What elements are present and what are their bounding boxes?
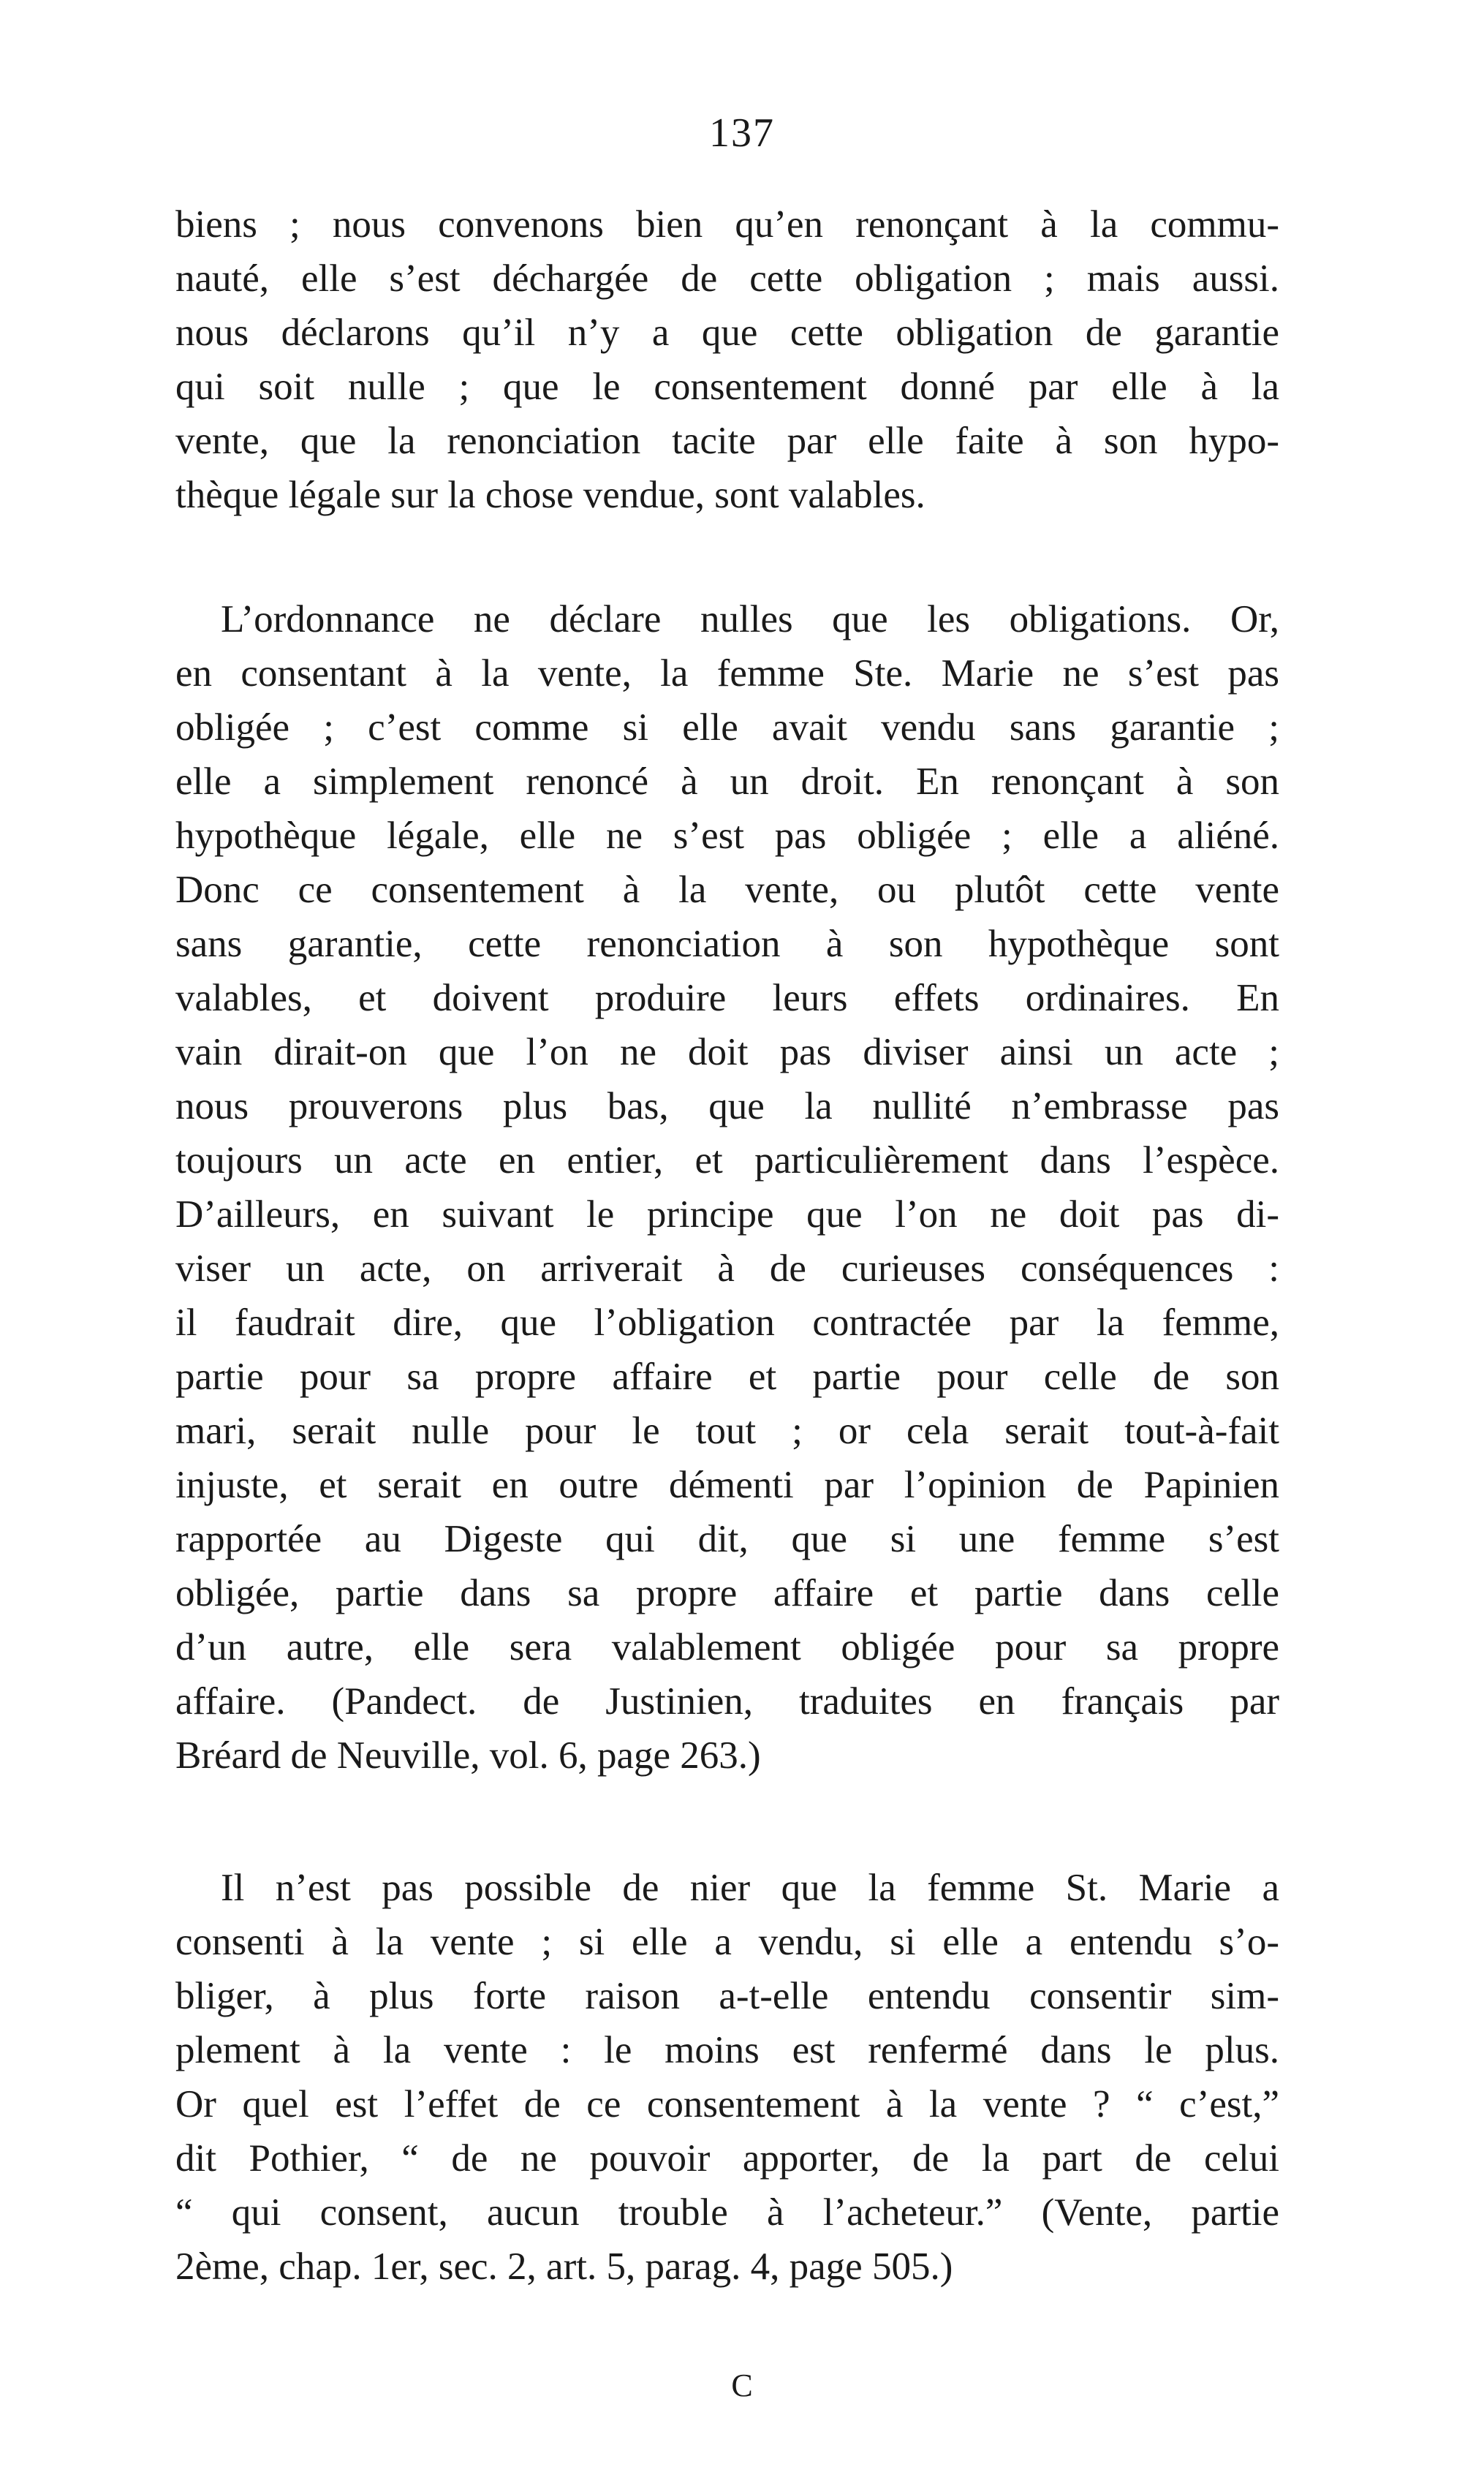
paragraph-3 <box>175 1861 1279 2294</box>
text-line: mari, serait nulle pour le tout ; or cela serait tout-à-fait <box>175 1410 1279 1452</box>
text-line: vain dirait-on que l’on ne doit pas diviser ainsi un acte ; <box>175 1031 1279 1073</box>
text-line: thèque légale sur la chose vendue, sont valables. <box>175 474 925 516</box>
text-line: L’ordonnance ne déclare nulles que les obligations. Or, <box>221 598 1279 641</box>
signature-mark: C <box>731 2368 753 2403</box>
text-line: affaire. (Pandect. de Justinien, traduites en français par <box>175 1680 1279 1723</box>
text-line: nauté, elle s’est déchargée de cette obligation ; mais aussi. <box>175 257 1279 300</box>
text-line: biens ; nous convenons bien qu’en renonçant à la commu- <box>175 203 1279 246</box>
text-line: toujours un acte en entier, et particulièrement dans l’espèce. <box>175 1139 1279 1182</box>
text-line: hypothèque légale, elle ne s’est pas obligée ; elle a aliéné. <box>175 815 1279 857</box>
text-line: d’un autre, elle sera valablement obligée pour sa propre <box>175 1626 1279 1669</box>
text-line: dit Pothier, “ de ne pouvoir apporter, de la part de celui <box>175 2137 1279 2180</box>
text-line: elle a simplement renoncé à un droit. En renonçant à son <box>175 760 1279 803</box>
text-line: rapportée au Digeste qui dit, que si une femme s’est <box>175 1518 1279 1560</box>
text-line: plement à la vente : le moins est renfermé dans le plus. <box>175 2029 1279 2071</box>
text-line: 2ème, chap. 1er, sec. 2, art. 5, parag. 4, page 505.) <box>175 2245 953 2288</box>
text-line: partie pour sa propre affaire et partie pour celle de son <box>175 1356 1279 1398</box>
text-line: consenti à la vente ; si elle a vendu, si elle a entendu s’o- <box>175 1921 1279 1963</box>
text-line: Bréard de Neuville, vol. 6, page 263.) <box>175 1734 761 1777</box>
text-line: en consentant à la vente, la femme Ste. Marie ne s’est pas <box>175 652 1279 695</box>
paragraph-2 <box>175 592 1279 1783</box>
text-line: Il n’est pas possible de nier que la femme St. Marie a <box>221 1867 1279 1909</box>
page-number: 137 <box>709 110 775 156</box>
text-line: obligée, partie dans sa propre affaire et partie dans celle <box>175 1572 1279 1614</box>
text-line: bliger, à plus forte raison a-t-elle entendu consentir sim- <box>175 1975 1279 2017</box>
paragraph-1 <box>175 197 1279 522</box>
text-line: sans garantie, cette renonciation à son hypothèque sont <box>175 923 1279 965</box>
text-line: il faudrait dire, que l’obligation contractée par la femme, <box>175 1301 1279 1344</box>
text-line: Or quel est l’effet de ce consentement à la vente ? “ c’est,” <box>175 2083 1279 2126</box>
text-line: Donc ce consentement à la vente, ou plutôt cette vente <box>175 869 1279 911</box>
text-line: injuste, et serait en outre démenti par l’opinion de Papinien <box>175 1464 1279 1506</box>
text-line: obligée ; c’est comme si elle avait vendu sans garantie ; <box>175 706 1279 749</box>
text-line: qui soit nulle ; que le consentement donné par elle à la <box>175 366 1279 408</box>
text-line: D’ailleurs, en suivant le principe que l’on ne doit pas di- <box>175 1193 1279 1236</box>
text-line: vente, que la renonciation tacite par elle faite à son hypo- <box>175 420 1279 462</box>
text-line: viser un acte, on arriverait à de curieuses conséquences : <box>175 1247 1279 1290</box>
text-line: nous déclarons qu’il n’y a que cette obligation de garantie <box>175 311 1279 354</box>
text-line: valables, et doivent produire leurs effets ordinaires. En <box>175 977 1279 1019</box>
text-line: “ qui consent, aucun trouble à l’acheteur.” (Vente, partie <box>175 2191 1279 2234</box>
text-line: nous prouverons plus bas, que la nullité n’embrasse pas <box>175 1085 1279 1127</box>
